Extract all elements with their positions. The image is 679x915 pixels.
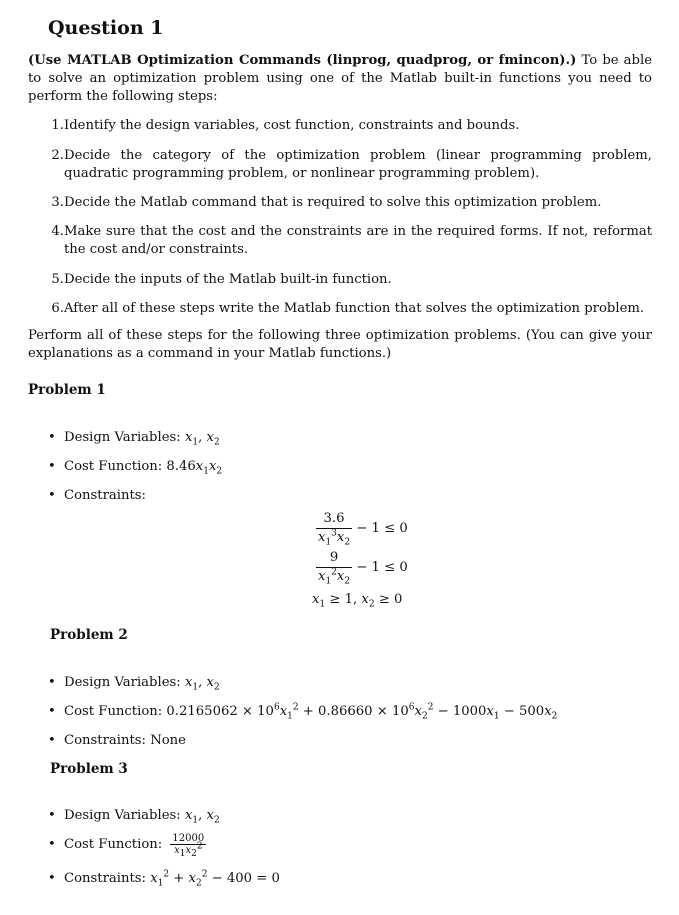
problem-2-constraints: • Constraints: None <box>48 733 186 748</box>
problem-2-title: Problem 2 <box>50 627 128 643</box>
problem-3-design-vars: • Design Variables: $x_1$, $x_2$ <box>48 808 220 826</box>
problem-3-title: Problem 3 <box>50 761 128 777</box>
question-title: Question 1 <box>48 17 164 39</box>
problem-1-cost: • Cost Function: $8.46x_1x_2$ <box>48 459 223 477</box>
intro-paragraph <box>28 52 652 106</box>
problem-1-constraint-2: $\frac{9}{x_1^2x_2}$ − 1 ≤ 0 <box>318 550 408 587</box>
problem-1-bounds: $x_1 \ge 1$, $x_2 \ge 0$ <box>312 592 403 610</box>
problem-2-cost: • Cost Function: $0.2165062 \times 10^6x_1^2 + 0.86660 \times 10^6x_2^2 - 1000x_1 - 500x_2$ <box>48 702 558 722</box>
problem-3-constraints: • Constraints: $x_1^2 + x_2^2 - 400 = 0$ <box>48 869 280 889</box>
problem-2-design-vars: • Design Variables: $x_1$, $x_2$ <box>48 675 220 693</box>
problem-3-cost: • Cost Function: $\frac{12000}{x_1x_2^2}$ <box>48 833 205 859</box>
intro-bold-lead: (Use MATLAB Optimization Commands (linprog, quadprog, or fmincon).) <box>28 53 577 68</box>
intro-rest: To be able to solve an optimization problem using one of the Matlab built-in functions you need to perform the following steps: <box>28 53 653 104</box>
problem-1-title: Problem 1 <box>28 382 106 398</box>
perform-paragraph: Perform all of these steps for the following three optimization problems. (You can give your explanations as a command in your Matlab functions.) <box>28 328 652 361</box>
problem-1-constraints-label: • Constraints: <box>48 488 146 503</box>
problem-1-constraint-1: $\frac{3.6}{x_1^3x_2}$ − 1 ≤ 0 <box>318 511 408 548</box>
problem-1-design-vars: • Design Variables: $x_1$, $x_2$ <box>48 430 220 448</box>
